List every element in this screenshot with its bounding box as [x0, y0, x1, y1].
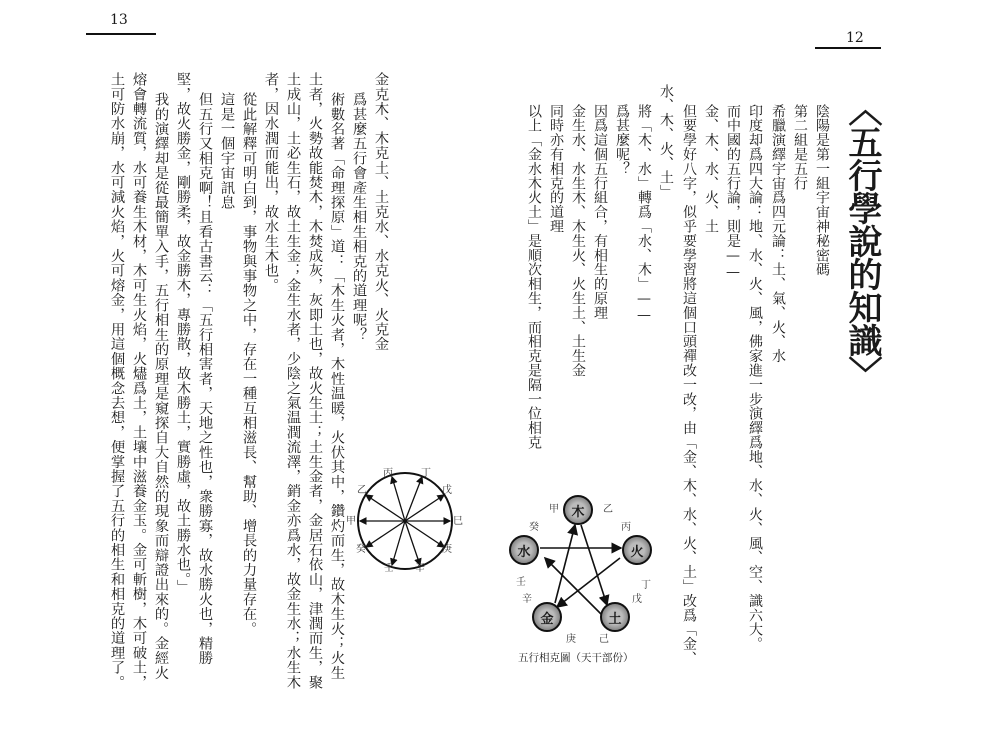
- text-column: 而中國的五行論，則是——: [725, 104, 741, 281]
- wheel-label: 癸: [356, 544, 366, 555]
- text-column: 我的演繹却是從最簡單入手，五行相生的原理是窺探自大自然的現象而辯證出來的。金經火: [153, 92, 169, 680]
- element-wood: 木: [563, 495, 593, 525]
- text-column: 爲甚麼五行會產生相生相克的道理呢？: [351, 92, 367, 342]
- text-column: 土成山，土必生石，故土生金；金生水者，少陰之氣温潤流澤，銷金亦爲水，故金生水；水生木: [285, 72, 301, 690]
- wheel-label: 庚: [442, 544, 452, 555]
- diagram-caption: 五行相克圖（天干部份）: [518, 652, 634, 664]
- text-column: 術數名著「命理探原」道：「木生火者，木性温暖，火伏其中，鑽灼而生，故木生火；火生: [329, 92, 345, 680]
- text-column: 第二組是五行: [792, 104, 808, 191]
- stem-label: 戊: [632, 594, 642, 605]
- page-number: 12: [846, 30, 864, 46]
- stem-label: 丁: [641, 580, 651, 591]
- wheel-label: 丁: [421, 468, 431, 479]
- element-metal: 金: [532, 602, 562, 632]
- stem-label: 乙: [603, 504, 613, 515]
- text-column: 但五行又相克啊！且看古書云：「五行相害者，天地之性也，衆勝寡，故水勝火也，精勝: [197, 92, 213, 666]
- text-column: 金、木、水、火、土: [703, 104, 719, 234]
- text-column: 堅，故火勝金，剛勝柔，故金勝木，專勝散，故木勝土，實勝虛，故土勝水也。」: [175, 72, 191, 595]
- text-column: 金生水、水生木、木生火、火生土、土生金: [570, 104, 586, 378]
- wheel-label: 丙: [383, 468, 393, 479]
- text-column: 以上「金水木火土」是順次相生，而相克是隔一位相克: [526, 104, 542, 450]
- stem-label: 丙: [621, 522, 631, 533]
- wheel-graphic: [340, 455, 470, 585]
- wheel-label: 戊: [442, 485, 452, 496]
- stem-label: 癸: [529, 522, 539, 533]
- text-column: 這是一個宇宙訊息: [219, 92, 235, 210]
- text-column: 從此解釋可明白到，事物與事物之中，存在一種互相滋長、幫助、增長的力量存在。: [241, 92, 257, 636]
- text-column: 者，因水潤而能出，故水生木也。: [263, 72, 279, 293]
- wheel-label: 壬: [384, 563, 394, 574]
- text-column: 爲甚麼呢？: [614, 104, 630, 176]
- element-water: 水: [509, 535, 539, 565]
- wheel-label: 巳: [453, 516, 463, 527]
- text-column: 但要學好八字，似乎要學習將這個口頭禪改一改，由「金、木、水、火、土」改爲「金、: [681, 104, 697, 666]
- stem-label: 己: [599, 634, 609, 645]
- element-earth: 土: [600, 602, 630, 632]
- text-column: 土可防水崩，水可減火焰，火可熔金，用這個概念去想，便掌握了五行的相生和相克的道理了。: [109, 72, 125, 690]
- text-column: 將「木、水」轉爲「水、木」——: [636, 104, 652, 324]
- stem-label: 甲: [549, 504, 559, 515]
- stem-label: 庚: [566, 634, 576, 645]
- wheel-label: 乙: [357, 485, 367, 496]
- page-number: 13: [110, 12, 128, 28]
- element-fire: 火: [622, 535, 652, 565]
- text-column: 熔會轉流質，水可養生木材，木可生火焰，火燼爲土，土壤中滋養金玉。金可斬樹，木可破土，: [131, 72, 147, 690]
- text-column: 金克木、木克土、土克水、水克火、火克金: [373, 72, 389, 352]
- wheel-label: 甲: [346, 516, 356, 527]
- text-column: 土者，火勢故能焚木，木焚成灰，灰即土也，故火生土；土生金者，金居石依山，津潤而生，聚: [307, 72, 323, 690]
- text-column: 印度却爲四大論：地、水、火、風，佛家進一步演繹爲地、水、火、風、空、識六大。: [747, 104, 763, 652]
- chapter-title: 〈五行學說的知識〉: [842, 92, 882, 389]
- header-rule: [86, 33, 156, 35]
- text-column: 水、木、火、土」: [658, 84, 674, 200]
- wheel-label: 辛: [415, 563, 425, 574]
- text-column: 希臘演繹宇宙爲四元論：土、氣、火、水: [770, 104, 786, 364]
- text-column: 因爲這個五行組合，有相生的原理: [592, 104, 608, 320]
- stem-label: 壬: [516, 577, 526, 588]
- text-column: 陰陽是第一組宇宙神秘密碼: [814, 104, 830, 277]
- header-rule: [815, 47, 881, 49]
- stem-label: 辛: [522, 594, 532, 605]
- text-column: 同時亦有相克的道理: [548, 104, 564, 234]
